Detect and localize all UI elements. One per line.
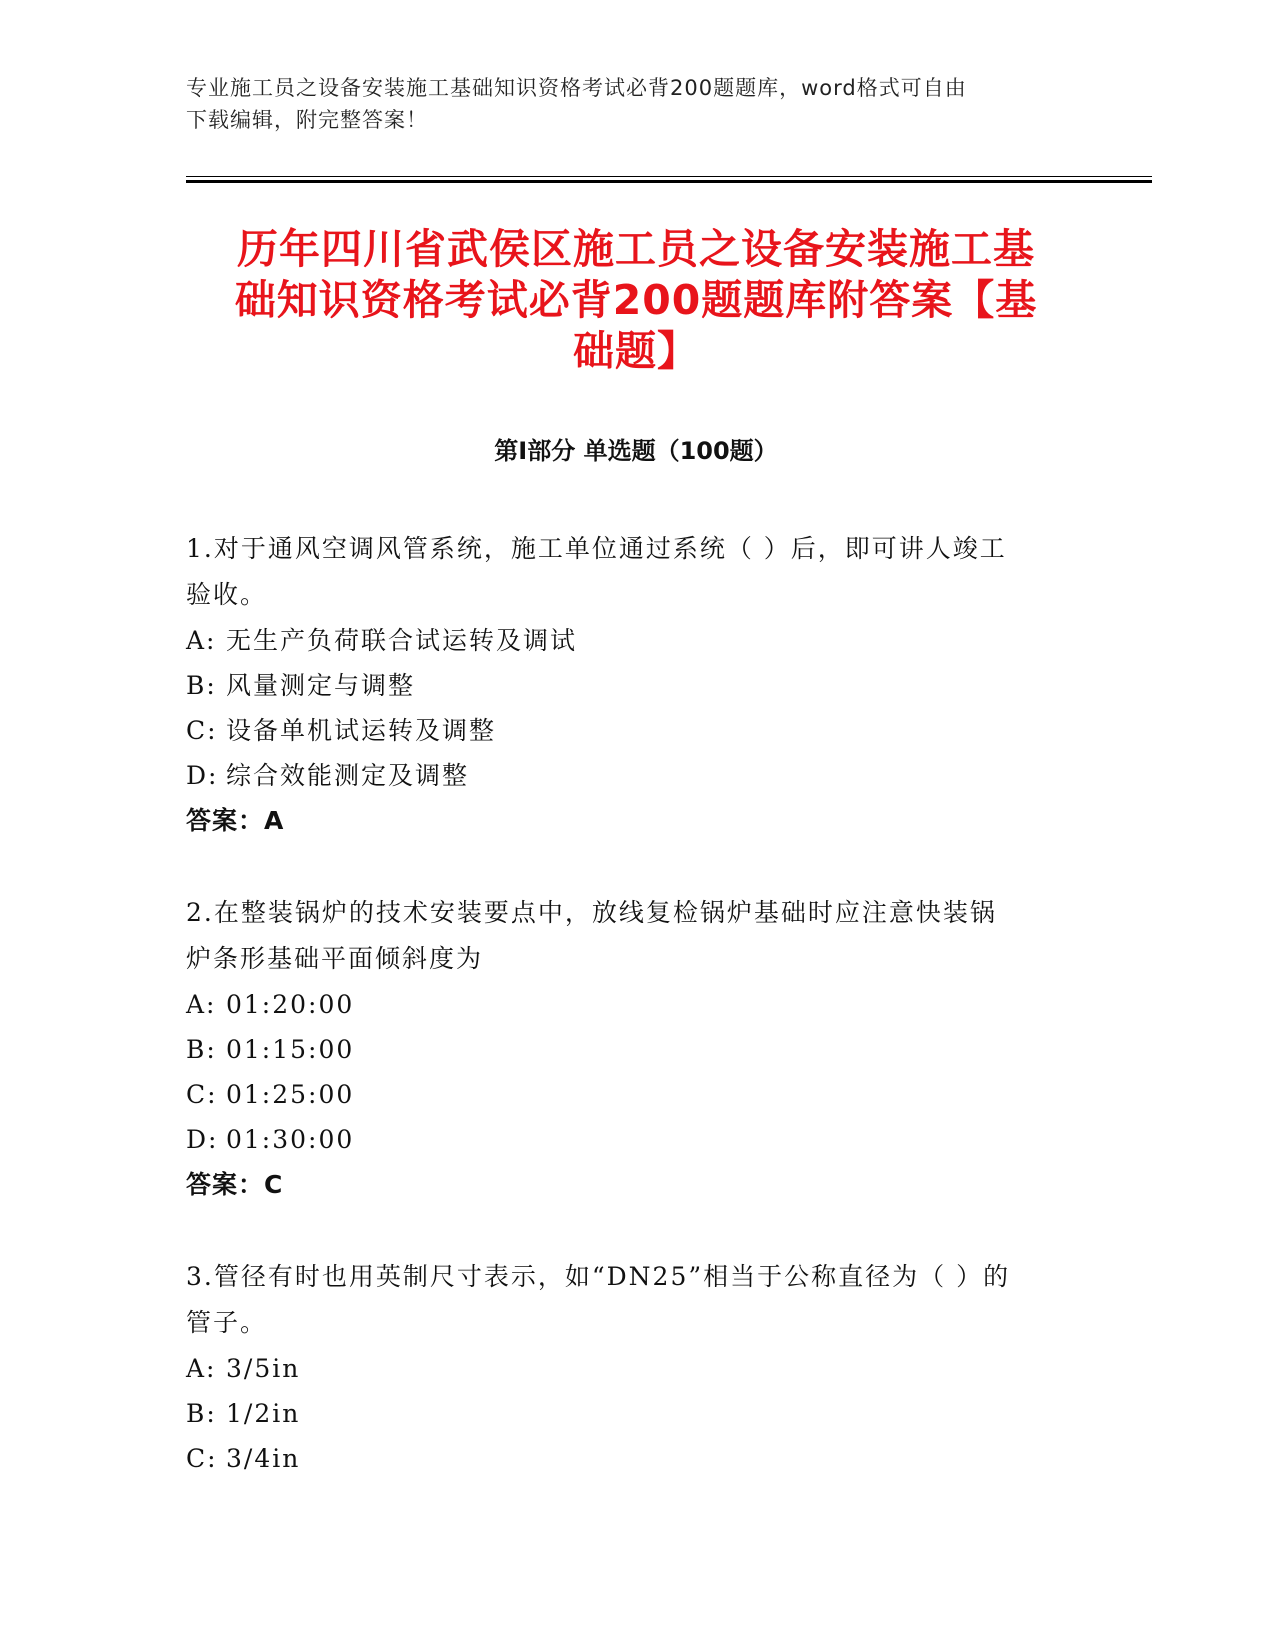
question-2 — [186, 890, 1066, 1208]
header-rule-thick — [186, 180, 1152, 183]
option-text: 设备单机试运转及调整 — [226, 716, 497, 745]
option-label: C: — [186, 1444, 218, 1473]
option-d — [186, 753, 1066, 798]
option-b — [186, 663, 1066, 708]
option-label: D: — [186, 761, 219, 790]
option-text: 综合效能测定及调整 — [226, 761, 470, 790]
option-c — [186, 708, 1066, 753]
header-note-line1: 专业施工员之设备安装施工基础知识资格考试必背200题题库，word格式可自由 — [186, 76, 967, 100]
question-stem — [186, 526, 1066, 618]
header-note-line2: 下载编辑，附完整答案！ — [186, 108, 428, 132]
option-d — [186, 1117, 1066, 1162]
title-line3: 础题】 — [573, 327, 699, 375]
question-stem-line1: 2.在整装锅炉的技术安装要点中，放线复检锅炉基础时应注意快装锅 — [186, 898, 997, 927]
option-label: D: — [186, 1125, 219, 1154]
option-label: A: — [186, 626, 217, 655]
question-stem — [186, 1254, 1066, 1346]
option-label: C: — [186, 716, 218, 745]
document-title — [186, 224, 1086, 377]
option-a — [186, 982, 1066, 1027]
question-stem-line1: 3.管径有时也用英制尺寸表示，如“DN25”相当于公称直径为（ ）的 — [186, 1262, 1011, 1291]
question-stem — [186, 890, 1066, 982]
option-text: 01:15:00 — [226, 1035, 355, 1064]
option-label: B: — [186, 1035, 217, 1064]
title-line2: 础知识资格考试必背200题题库附答案【基 — [234, 276, 1038, 324]
option-text: 无生产负荷联合试运转及调试 — [226, 626, 578, 655]
option-text: 风量测定与调整 — [226, 671, 416, 700]
question-stem-line2: 炉条形基础平面倾斜度为 — [186, 944, 484, 973]
question-stem-line1: 1.对于通风空调风管系统，施工单位通过系统（ ）后，即可讲人竣工 — [186, 534, 1007, 563]
option-text: 3/4in — [226, 1444, 301, 1473]
answer: 答案：A — [186, 806, 285, 835]
option-label: A: — [186, 990, 217, 1019]
option-text: 01:25:00 — [226, 1080, 355, 1109]
header-note — [186, 72, 1066, 136]
option-text: 01:30:00 — [226, 1125, 355, 1154]
option-label: A: — [186, 1354, 217, 1383]
option-text: 3/5in — [226, 1354, 301, 1383]
question-stem-line2: 验收。 — [186, 580, 268, 609]
option-label: B: — [186, 671, 217, 700]
option-b — [186, 1391, 1066, 1436]
option-a — [186, 1346, 1066, 1391]
title-line1: 历年四川省武侯区施工员之设备安装施工基 — [237, 225, 1035, 273]
option-b — [186, 1027, 1066, 1072]
header-rule-thin — [186, 176, 1152, 177]
question-3 — [186, 1254, 1066, 1481]
question-1 — [186, 526, 1066, 844]
option-c — [186, 1436, 1066, 1481]
option-text: 01:20:00 — [226, 990, 355, 1019]
option-a — [186, 618, 1066, 663]
question-list — [186, 526, 1066, 1527]
answer: 答案：C — [186, 1170, 284, 1199]
option-label: B: — [186, 1399, 217, 1428]
section-title: 第Ⅰ部分 单选题（100题） — [494, 437, 778, 465]
option-label: C: — [186, 1080, 218, 1109]
option-c — [186, 1072, 1066, 1117]
question-stem-line2: 管子。 — [186, 1308, 268, 1337]
option-text: 1/2in — [226, 1399, 301, 1428]
